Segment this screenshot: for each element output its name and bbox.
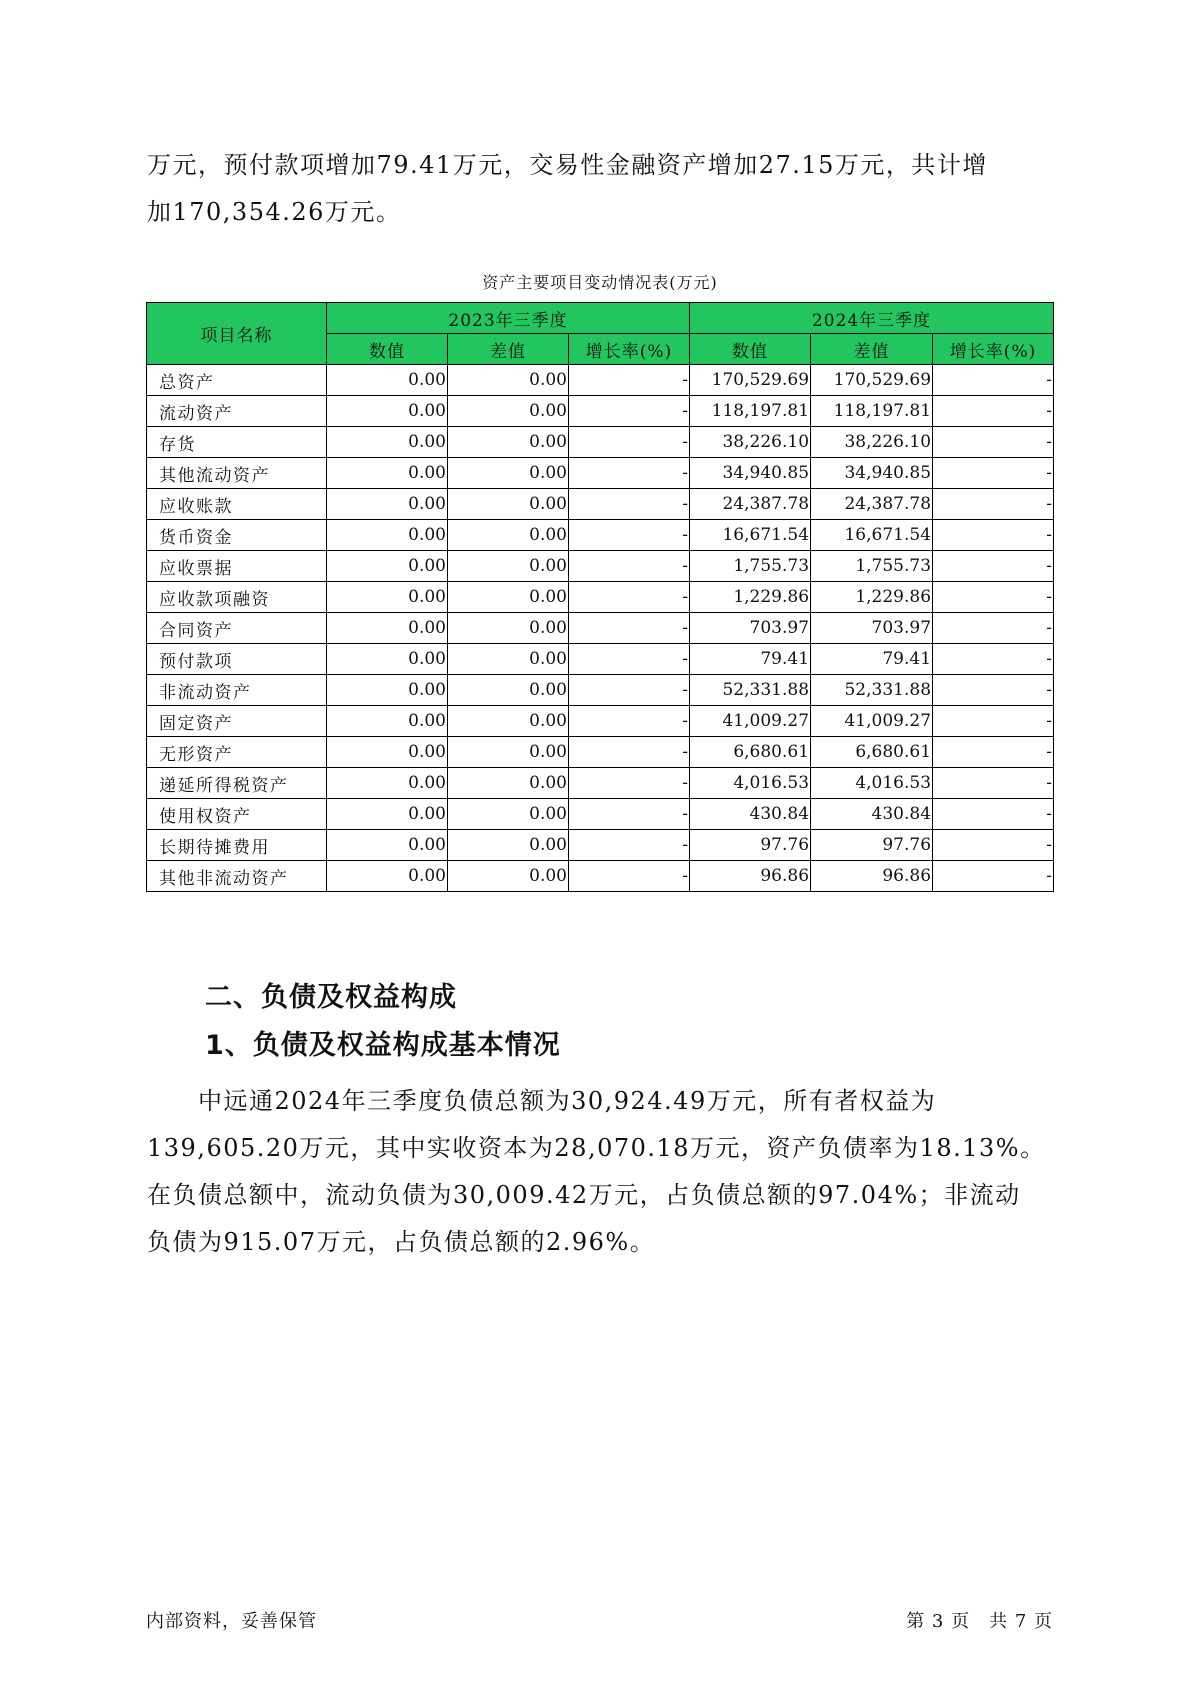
growth-2024: - — [933, 768, 1054, 799]
value-2024: 1,229.86 — [690, 582, 811, 613]
value-2023: 0.00 — [327, 706, 448, 737]
row-item-name: 应收票据 — [147, 551, 327, 582]
row-item-name: 递延所得税资产 — [147, 768, 327, 799]
value-2023: 0.00 — [327, 768, 448, 799]
diff-2023: 0.00 — [448, 675, 569, 706]
header-diff-2024: 差值 — [811, 334, 933, 365]
header-growth-2023: 增长率(%) — [569, 334, 690, 365]
diff-2023: 0.00 — [448, 458, 569, 489]
top-paragraph — [147, 142, 1050, 236]
row-item-name: 长期待摊费用 — [147, 830, 327, 861]
diff-2024: 16,671.54 — [811, 520, 933, 551]
growth-2023: - — [569, 489, 690, 520]
growth-2023: - — [569, 551, 690, 582]
diff-2024: 52,331.88 — [811, 675, 933, 706]
growth-2024: - — [933, 737, 1054, 768]
growth-2024: - — [933, 675, 1054, 706]
growth-2024: - — [933, 582, 1054, 613]
value-2024: 430.84 — [690, 799, 811, 830]
diff-2023: 0.00 — [448, 644, 569, 675]
table-row — [147, 582, 1054, 613]
diff-2023: 0.00 — [448, 861, 569, 892]
row-item-name: 其他流动资产 — [147, 458, 327, 489]
paragraph-line: 中远通2024年三季度负债总额为30,924.49万元，所有者权益为 — [147, 1087, 937, 1115]
diff-2023: 0.00 — [448, 830, 569, 861]
growth-2024: - — [933, 458, 1054, 489]
paragraph-line: 139,605.20万元，其中实收资本为28,070.18万元，资产负债率为18.13%。 — [147, 1134, 1046, 1162]
table-row — [147, 613, 1054, 644]
growth-2024: - — [933, 644, 1054, 675]
diff-2024: 79.41 — [811, 644, 933, 675]
paragraph-line: 在负债总额中，流动负债为30,009.42万元，占负债总额的97.04%；非流动 — [147, 1181, 1021, 1209]
diff-2024: 4,016.53 — [811, 768, 933, 799]
section-subheading: 1、负债及权益构成基本情况 — [205, 1030, 561, 1061]
diff-2023: 0.00 — [448, 365, 569, 396]
table-caption: 资产主要项目变动情况表(万元) — [482, 273, 718, 292]
diff-2024: 170,529.69 — [811, 365, 933, 396]
value-2024: 6,680.61 — [690, 737, 811, 768]
value-2024: 703.97 — [690, 613, 811, 644]
row-item-name: 非流动资产 — [147, 675, 327, 706]
value-2024: 16,671.54 — [690, 520, 811, 551]
row-item-name: 固定资产 — [147, 706, 327, 737]
growth-2023: - — [569, 427, 690, 458]
diff-2024: 41,009.27 — [811, 706, 933, 737]
header-period-2024: 2024年三季度 — [690, 303, 1054, 334]
value-2023: 0.00 — [327, 861, 448, 892]
row-item-name: 使用权资产 — [147, 799, 327, 830]
row-item-name: 预付款项 — [147, 644, 327, 675]
value-2023: 0.00 — [327, 675, 448, 706]
value-2023: 0.00 — [327, 582, 448, 613]
value-2024: 52,331.88 — [690, 675, 811, 706]
value-2024: 96.86 — [690, 861, 811, 892]
diff-2024: 703.97 — [811, 613, 933, 644]
header-diff-2023: 差值 — [448, 334, 569, 365]
growth-2023: - — [569, 830, 690, 861]
section-paragraph — [147, 1078, 1050, 1266]
growth-2024: - — [933, 427, 1054, 458]
growth-2023: - — [569, 799, 690, 830]
growth-2023: - — [569, 520, 690, 551]
growth-2024: - — [933, 799, 1054, 830]
value-2024: 41,009.27 — [690, 706, 811, 737]
table-row — [147, 365, 1054, 396]
section-heading: 二、负债及权益构成 — [205, 982, 457, 1013]
diff-2024: 24,387.78 — [811, 489, 933, 520]
value-2024: 97.76 — [690, 830, 811, 861]
growth-2023: - — [569, 768, 690, 799]
row-item-name: 存货 — [147, 427, 327, 458]
row-item-name: 货币资金 — [147, 520, 327, 551]
table-row — [147, 706, 1054, 737]
diff-2023: 0.00 — [448, 520, 569, 551]
row-item-name: 流动资产 — [147, 396, 327, 427]
growth-2023: - — [569, 737, 690, 768]
table-row — [147, 675, 1054, 706]
paragraph-line: 万元，预付款项增加79.41万元，交易性金融资产增加27.15万元，共计增 — [147, 151, 988, 179]
value-2023: 0.00 — [327, 799, 448, 830]
value-2024: 34,940.85 — [690, 458, 811, 489]
header-value-2023: 数值 — [327, 334, 448, 365]
table-row — [147, 551, 1054, 582]
table-row — [147, 737, 1054, 768]
value-2023: 0.00 — [327, 365, 448, 396]
asset-change-table — [146, 302, 1054, 892]
table-row — [147, 458, 1054, 489]
table-row — [147, 830, 1054, 861]
value-2023: 0.00 — [327, 427, 448, 458]
growth-2024: - — [933, 396, 1054, 427]
value-2023: 0.00 — [327, 644, 448, 675]
value-2023: 0.00 — [327, 551, 448, 582]
growth-2023: - — [569, 706, 690, 737]
row-item-name: 合同资产 — [147, 613, 327, 644]
growth-2023: - — [569, 861, 690, 892]
row-item-name: 无形资产 — [147, 737, 327, 768]
growth-2024: - — [933, 551, 1054, 582]
table-row — [147, 799, 1054, 830]
value-2023: 0.00 — [327, 458, 448, 489]
diff-2024: 6,680.61 — [811, 737, 933, 768]
table-body — [147, 365, 1054, 892]
diff-2024: 38,226.10 — [811, 427, 933, 458]
growth-2024: - — [933, 706, 1054, 737]
diff-2023: 0.00 — [448, 737, 569, 768]
table-row — [147, 427, 1054, 458]
value-2024: 38,226.10 — [690, 427, 811, 458]
diff-2024: 96.86 — [811, 861, 933, 892]
diff-2023: 0.00 — [448, 551, 569, 582]
header-growth-2024: 增长率(%) — [933, 334, 1054, 365]
table-row — [147, 520, 1054, 551]
value-2024: 170,529.69 — [690, 365, 811, 396]
header-value-2024: 数值 — [690, 334, 811, 365]
paragraph-line: 加170,354.26万元。 — [147, 198, 402, 226]
diff-2023: 0.00 — [448, 799, 569, 830]
footer-page-number: 第 3 页 共 7 页 — [906, 1611, 1053, 1632]
header-period-2023: 2023年三季度 — [327, 303, 690, 334]
row-item-name: 总资产 — [147, 365, 327, 396]
growth-2023: - — [569, 365, 690, 396]
table-row — [147, 489, 1054, 520]
table-row — [147, 396, 1054, 427]
growth-2024: - — [933, 489, 1054, 520]
value-2023: 0.00 — [327, 613, 448, 644]
value-2024: 1,755.73 — [690, 551, 811, 582]
diff-2024: 118,197.81 — [811, 396, 933, 427]
growth-2023: - — [569, 613, 690, 644]
diff-2023: 0.00 — [448, 396, 569, 427]
value-2024: 118,197.81 — [690, 396, 811, 427]
diff-2023: 0.00 — [448, 613, 569, 644]
growth-2023: - — [569, 582, 690, 613]
footer-confidential-note: 内部资料，妥善保管 — [146, 1611, 317, 1632]
growth-2024: - — [933, 830, 1054, 861]
growth-2023: - — [569, 644, 690, 675]
diff-2023: 0.00 — [448, 768, 569, 799]
diff-2024: 1,229.86 — [811, 582, 933, 613]
value-2024: 79.41 — [690, 644, 811, 675]
table-row — [147, 768, 1054, 799]
diff-2024: 97.76 — [811, 830, 933, 861]
diff-2023: 0.00 — [448, 706, 569, 737]
growth-2024: - — [933, 365, 1054, 396]
paragraph-line: 负债为915.07万元，占负债总额的2.96%。 — [147, 1228, 656, 1256]
value-2024: 4,016.53 — [690, 768, 811, 799]
header-item-name: 项目名称 — [147, 303, 327, 365]
growth-2023: - — [569, 458, 690, 489]
row-item-name: 应收账款 — [147, 489, 327, 520]
row-item-name: 应收款项融资 — [147, 582, 327, 613]
growth-2023: - — [569, 396, 690, 427]
diff-2024: 430.84 — [811, 799, 933, 830]
table-row — [147, 861, 1054, 892]
value-2023: 0.00 — [327, 396, 448, 427]
growth-2023: - — [569, 675, 690, 706]
value-2024: 24,387.78 — [690, 489, 811, 520]
diff-2023: 0.00 — [448, 582, 569, 613]
growth-2024: - — [933, 613, 1054, 644]
diff-2023: 0.00 — [448, 489, 569, 520]
growth-2024: - — [933, 520, 1054, 551]
diff-2024: 34,940.85 — [811, 458, 933, 489]
growth-2024: - — [933, 861, 1054, 892]
diff-2024: 1,755.73 — [811, 551, 933, 582]
value-2023: 0.00 — [327, 520, 448, 551]
value-2023: 0.00 — [327, 830, 448, 861]
row-item-name: 其他非流动资产 — [147, 861, 327, 892]
value-2023: 0.00 — [327, 489, 448, 520]
diff-2023: 0.00 — [448, 427, 569, 458]
table-row — [147, 644, 1054, 675]
value-2023: 0.00 — [327, 737, 448, 768]
